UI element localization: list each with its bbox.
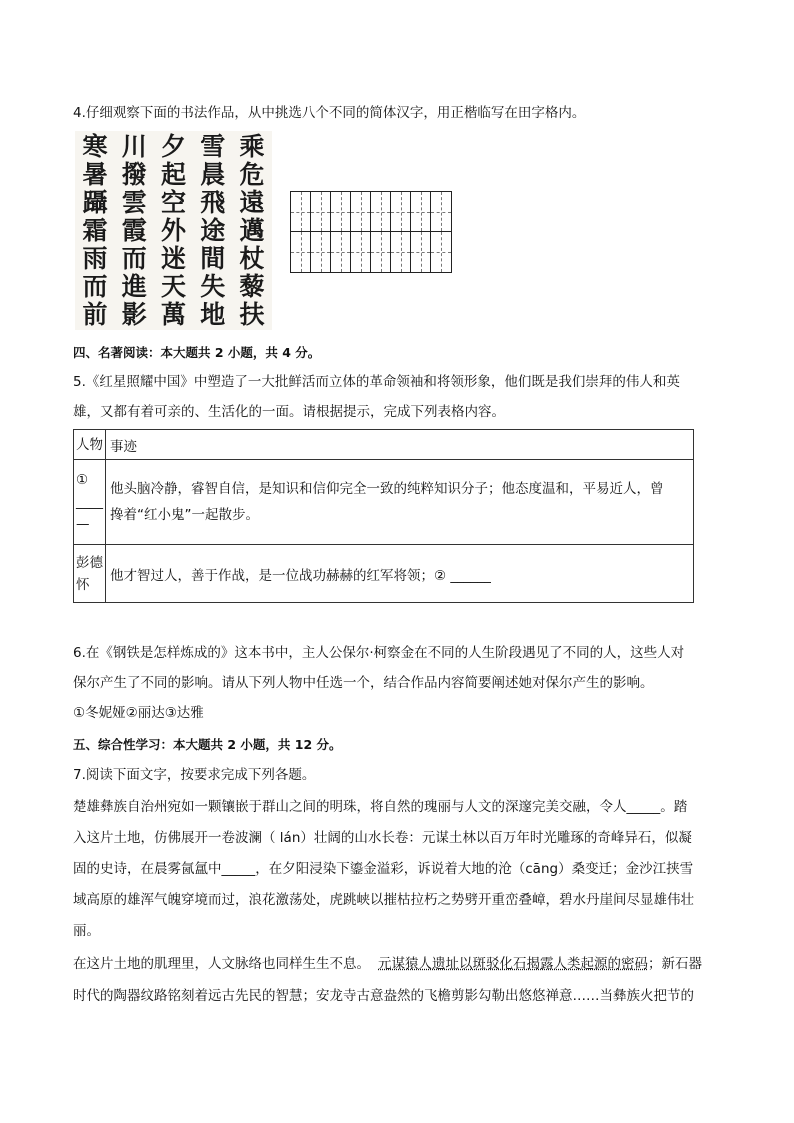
q7-paragraph1-line: 固的史诗，在晨雾氤氲中_____，在夕阳浸染下鎏金溢彩，诉说着大地的沧（cāng）桑变迁；金沙江挟雪 (73, 861, 694, 877)
calligraphy-column (78, 133, 112, 328)
table-row (74, 460, 694, 545)
calligraphy-char: 寒 (82, 132, 108, 161)
row2-deeds: 他才智过人，善于作战，是一位战功赫赫的红军将领；② ______ (106, 545, 694, 603)
calligraphy-char: 撥 (121, 160, 147, 189)
tianzige-cell[interactable] (331, 232, 351, 272)
calligraphy-char: 迷 (160, 244, 186, 273)
calligraphy-char: 霜 (82, 216, 108, 245)
calligraphy-char: 而 (82, 272, 108, 301)
tianzige-cell[interactable] (291, 192, 311, 232)
row1-person-blank[interactable]: ____ (76, 494, 103, 510)
tianzige-cell[interactable] (311, 232, 331, 272)
row1-person-marker: ① (76, 472, 89, 488)
calligraphy-char: 途 (200, 216, 226, 245)
calligraphy-char: 前 (82, 300, 108, 329)
calligraphy-char: 扶 (239, 300, 265, 329)
calligraphy-char: 躡 (82, 188, 108, 217)
q7-paragraph1-line: 楚雄彝族自治州宛如一颗镶嵌于群山之间的明珠，将自然的瑰丽与人文的深邃完美交融，令人_____。踏 (73, 799, 688, 815)
row1-deeds-line: 他头脑冷静，睿智自信，是知识和信仰完全一致的纯粹知识分子；他态度温和，平易近人，曾 (110, 481, 664, 497)
header-person: 人物 (74, 430, 106, 460)
tianzige-cell[interactable] (411, 192, 431, 232)
row1-deeds (106, 460, 694, 545)
row1-person-blank-tail: — (76, 516, 90, 532)
calligraphy-char: 空 (160, 188, 186, 217)
row2-person-line: 怀 (76, 576, 90, 593)
q7-line1: 7.阅读下面文字，按要求完成下列各题。 (73, 767, 316, 783)
calligraphy-char: 杖 (239, 244, 265, 273)
q6-line2: 保尔产生了不同的影响。请从下列人物中任选一个，结合作品内容简要阐述她对保尔产生的影响。 (73, 675, 654, 691)
calligraphy-char: 天 (160, 272, 186, 301)
q7-paragraph1-line: 丽。 (73, 923, 100, 939)
tianzige-cell[interactable] (411, 232, 431, 272)
q7-paragraph2-line: 时代的陶器纹路铭刻着远古先民的智慧；安龙寺古意盎然的飞檐剪影勾勒出悠悠禅意……当彝族火把节的 (73, 988, 694, 1004)
calligraphy-column (117, 133, 151, 328)
calligraphy-char: 夕 (160, 132, 186, 161)
calligraphy-char: 飛 (200, 188, 226, 217)
calligraphy-char: 進 (121, 272, 147, 301)
tianzige-cell[interactable] (391, 192, 411, 232)
row1-person (74, 460, 106, 545)
q5-table (73, 429, 694, 603)
calligraphy-char: 雲 (121, 188, 147, 217)
tianzige-cell[interactable] (291, 232, 311, 272)
calligraphy-char: 藜 (239, 272, 265, 301)
row2-person (74, 545, 106, 603)
row2-person-line: 彭德 (76, 554, 103, 571)
calligraphy-column (196, 133, 230, 328)
tianzige-grid[interactable] (290, 191, 452, 273)
section4-heading: 四、名著阅读：本大题共 2 小题，共 4 分。 (73, 345, 321, 360)
table-row (74, 545, 694, 603)
tianzige-cell[interactable] (351, 192, 371, 232)
calligraphy-char: 暑 (82, 160, 108, 189)
tianzige-cell[interactable] (371, 232, 391, 272)
calligraphy-char: 間 (200, 244, 226, 273)
calligraphy-char: 晨 (200, 160, 226, 189)
q5-line2: 雄，又都有着可亲的、生活化的一面。请根据提示，完成下列表格内容。 (73, 404, 505, 420)
calligraphy-char: 危 (239, 160, 265, 189)
calligraphy-column (235, 133, 269, 328)
calligraphy-char: 邁 (239, 216, 265, 245)
calligraphy-char: 霞 (121, 216, 147, 245)
calligraphy-column (157, 133, 191, 328)
tianzige-cell[interactable] (391, 232, 411, 272)
tianzige-cell[interactable] (371, 192, 391, 232)
tianzige-cell[interactable] (431, 232, 451, 272)
q6-line1: 6.在《钢铁是怎样炼成的》这本书中，主人公保尔·柯察金在不同的人生阶段遇见了不同的人，这些人对 (73, 645, 685, 661)
table-header-row (74, 430, 694, 460)
calligraphy-char: 萬 (160, 300, 186, 329)
calligraphy-char: 遠 (239, 188, 265, 217)
calligraphy-char: 雪 (200, 132, 226, 161)
calligraphy-char: 川 (121, 132, 147, 161)
row1-deeds-line: 搀着“红小鬼”一起散步。 (110, 507, 259, 523)
tianzige-cell[interactable] (331, 192, 351, 232)
q7-text-segment: 在这片土地的肌理里，人文脉络也同样生生不息。 (73, 956, 370, 972)
calligraphy-char: 乘 (239, 132, 265, 161)
tianzige-cell[interactable] (431, 192, 451, 232)
q7-text-segment: ；新石器 (648, 956, 702, 972)
calligraphy-char: 而 (121, 244, 147, 273)
q7-paragraph1-line: 入这片土地，仿佛展开一卷波澜（ lán）壮阔的山水长卷：元谋土林以百万年时光雕琢的奇峰异石，似凝 (73, 830, 692, 846)
calligraphy-char: 起 (160, 160, 186, 189)
q4-prompt: 4.仔细观察下面的书法作品，从中挑选八个不同的简体汉字，用正楷临写在田字格内。 (73, 105, 586, 121)
calligraphy-image (75, 131, 272, 330)
calligraphy-char: 地 (200, 300, 226, 329)
q5-line1: 5.《红星照耀中国》中塑造了一大批鲜活而立体的革命领袖和将领形象，他们既是我们崇拜的伟人和英 (73, 374, 680, 390)
header-deeds: 事迹 (106, 430, 694, 460)
tianzige-cell[interactable] (311, 192, 331, 232)
section5-heading: 五、综合性学习：本大题共 2 小题，共 12 分。 (73, 737, 342, 752)
calligraphy-char: 影 (121, 300, 147, 329)
q7-paragraph2-line (73, 954, 702, 974)
calligraphy-char: 失 (200, 272, 226, 301)
calligraphy-char: 外 (160, 216, 186, 245)
tianzige-cell[interactable] (351, 232, 371, 272)
q7-underlined-sentence: 元谋猿人遗址以斑驳化石揭露人类起源的密码 (378, 956, 648, 972)
q7-paragraph1-line: 域高原的雄浑气魄穿境而过，浪花激荡处，虎跳峡以摧枯拉朽之势劈开重峦叠嶂，碧水丹崖间尽显雄伟壮 (73, 892, 694, 908)
calligraphy-char: 雨 (82, 244, 108, 273)
q6-options: ①冬妮娅②丽达③达雅 (73, 705, 204, 721)
